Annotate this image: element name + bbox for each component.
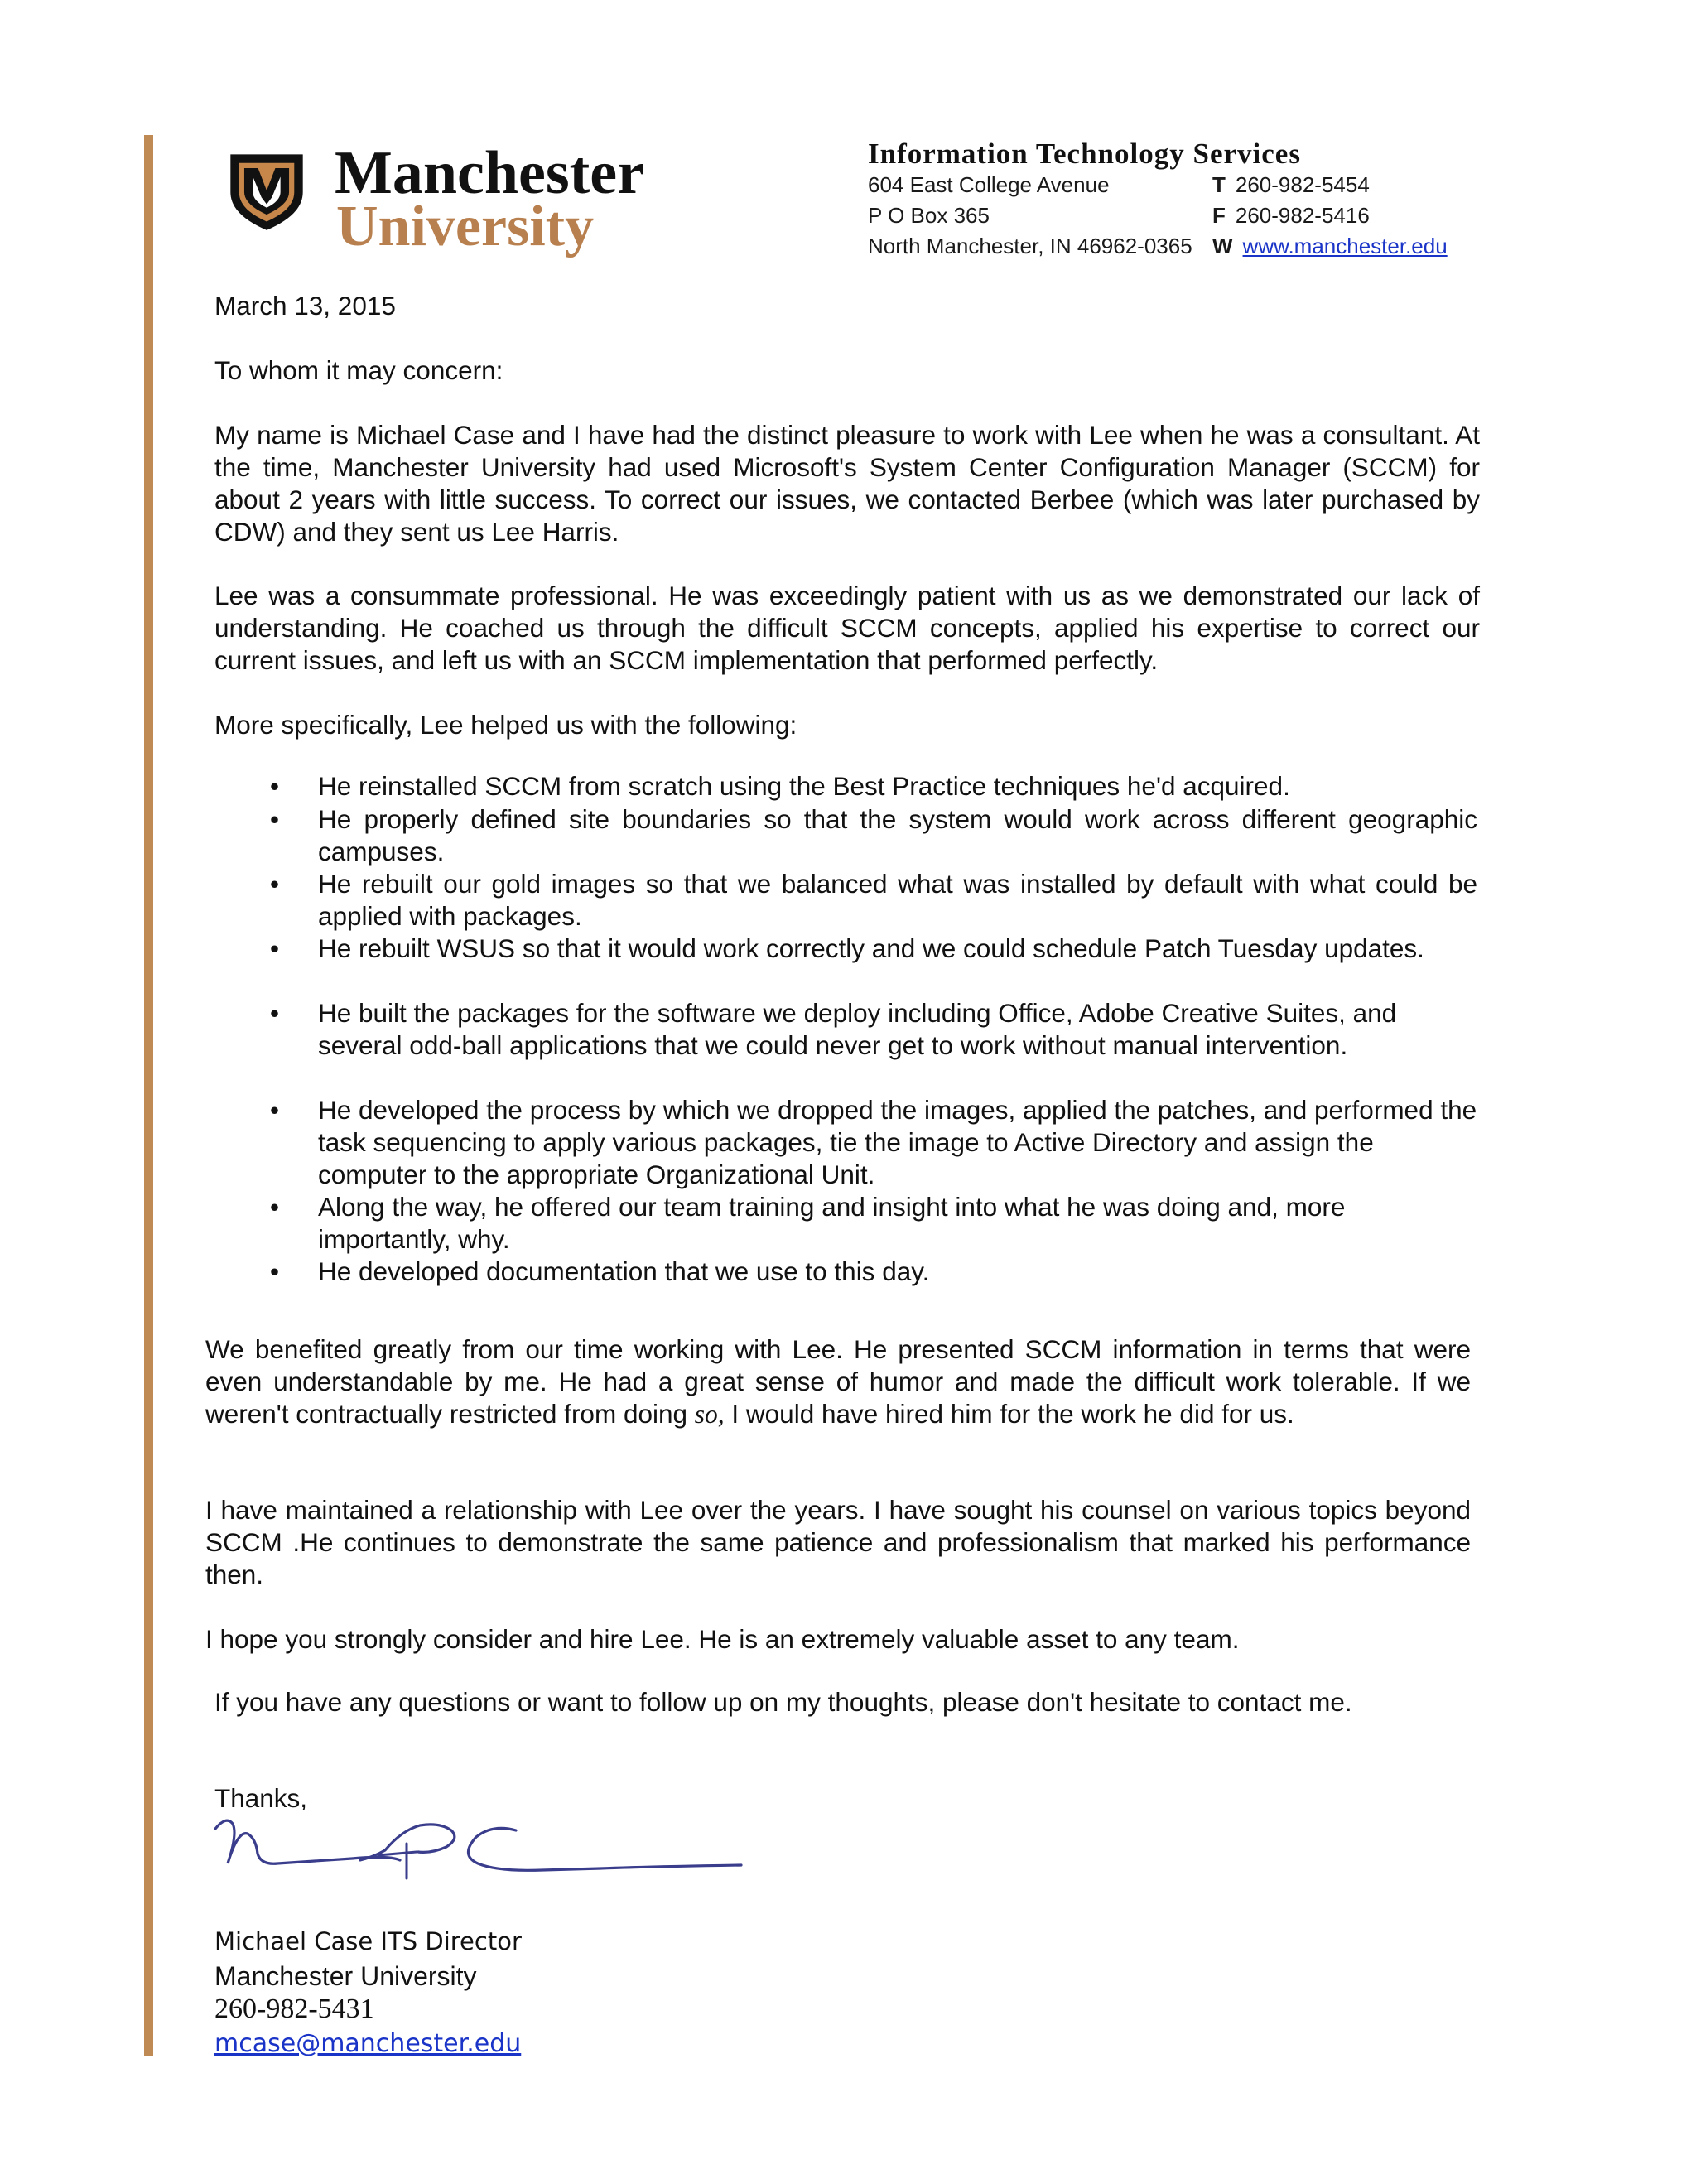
- bullet-marker: •: [270, 1256, 280, 1286]
- contact-phone: [1212, 171, 1370, 199]
- bullet-item: He developed documentation that we use to this day.: [318, 1256, 930, 1286]
- signoff: Thanks,: [214, 1783, 308, 1813]
- handwritten-signature: [211, 1806, 758, 1897]
- bullet-item: He reinstalled SCCM from scratch using the Best Practice techniques he'd acquired.: [318, 771, 1290, 801]
- bullet-item: He rebuilt our gold images so that we balanced what was installed by default with what could be applied with packages.: [318, 869, 1477, 931]
- specifics-intro: More specifically, Lee helped us with the following:: [214, 710, 797, 740]
- logo-word-university: University: [336, 195, 595, 258]
- bullet-item: He properly defined site boundaries so that the system would work across different geographic campuses.: [318, 804, 1477, 866]
- contact-offer-paragraph: If you have any questions or want to follow up on my thoughts, please don't hesitate to contact me.: [214, 1687, 1352, 1717]
- bullet-item: He developed the process by which we dropped the images, applied the patches, and performed the task sequencing to apply various packages, tie the image to Active Directory and assign the computer to the appropriate Organizational Unit.: [318, 1095, 1477, 1189]
- bullet-marker: •: [270, 1095, 280, 1125]
- bullet-marker: •: [270, 869, 280, 899]
- contact-label: T: [1212, 172, 1226, 197]
- contact-label: F: [1212, 203, 1226, 228]
- bullet-marker: •: [270, 804, 280, 834]
- benefit-text-end: I would have hired him for the work he did for us.: [724, 1399, 1294, 1429]
- signer-name-title: Michael Case ITS Director: [214, 1927, 522, 1955]
- bullet-item: He rebuilt WSUS so that it would work correctly and we could schedule Patch Tuesday updates.: [318, 933, 1424, 963]
- bullet-marker: •: [270, 933, 280, 963]
- contact-value: 260-982-5416: [1235, 203, 1370, 228]
- professionalism-paragraph: Lee was a consummate professional. He was exceedingly patient with us as we demonstrated our lack of understanding. He coached us through the difficult SCCM concepts, applied his expertise to correct our current issues, and left us with an SCCM implementation that performed perfectly.: [214, 581, 1480, 675]
- address-line: P O Box 365: [868, 203, 990, 228]
- bullet-marker: •: [270, 998, 280, 1028]
- benefit-italic-word: so,: [694, 1400, 725, 1429]
- left-accent-bar: [144, 135, 153, 2056]
- intro-paragraph: My name is Michael Case and I have had the distinct pleasure to work with Lee when he was a consultant. At the time, Manchester University had used Microsoft's System Center Configuration Manager (SCCM) for about 2 years with little success. To correct our issues, we contacted Berbee (which was later purchased by CDW) and they sent us Lee Harris.: [214, 420, 1480, 547]
- bullet-marker: •: [270, 1192, 280, 1222]
- address-line: North Manchester, IN 46962-0365: [868, 234, 1192, 258]
- contact-label: W: [1212, 234, 1233, 258]
- bullet-marker: •: [270, 771, 280, 801]
- signer-organization: Manchester University: [214, 1961, 477, 1991]
- letter-date: March 13, 2015: [214, 291, 396, 321]
- recommendation-paragraph: I hope you strongly consider and hire Lee. He is an extremely valuable asset to any team.: [205, 1624, 1240, 1654]
- salutation: To whom it may concern:: [214, 355, 504, 385]
- university-shield-icon: [224, 147, 310, 234]
- department-title: Information Technology Services: [868, 137, 1301, 170]
- contact-value: 260-982-5454: [1235, 172, 1370, 197]
- signer-phone: 260-982-5431: [214, 1994, 374, 2024]
- signer-email-link[interactable]: mcase@manchester.edu: [214, 2029, 522, 2058]
- bullet-item: Along the way, he offered our team training and insight into what he was doing and, more importantly, why.: [318, 1192, 1346, 1254]
- relationship-paragraph: I have maintained a relationship with Lee over the years. I have sought his counsel on various topics beyond SCCM .He continues to demonstrate the same patience and professionalism that marked his performance then.: [205, 1495, 1471, 1589]
- logo-word-manchester: Manchester: [335, 139, 644, 207]
- contact-web: [1212, 232, 1448, 260]
- website-link[interactable]: www.manchester.edu: [1242, 234, 1448, 258]
- contact-fax: [1212, 201, 1370, 229]
- benefit-paragraph: [205, 1333, 1471, 1430]
- address-line: 604 East College Avenue: [868, 172, 1110, 197]
- benefit-text-start: We benefited greatly from our time working with Lee. He presented SCCM information in terms that were even understandable by me. He had a great sense of humor and made the difficult work tolerable. If we weren't contractually restricted from doing: [205, 1334, 1471, 1429]
- bullet-item: He built the packages for the software we deploy including Office, Adobe Creative Suites, and several odd-ball applications that we could never get to work without manual intervention.: [318, 998, 1397, 1060]
